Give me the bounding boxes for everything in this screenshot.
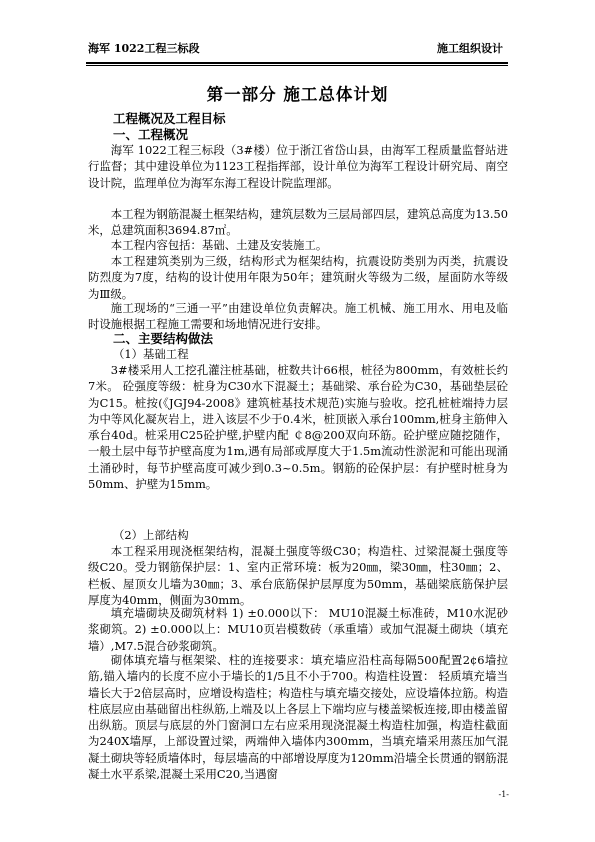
paragraph-site-conditions: 施工现场的“三通一平”由建设单位负责解决。施工机械、施工用水、用电及临时设施根据工程施工需要和场地情况进行安排。 [88,301,508,332]
page-title: 第一部分 施工总体计划 [206,85,389,104]
heading-overview-goals: 工程概况及工程目标 [113,111,226,126]
header-rule-thick [86,62,508,64]
paragraph-infill-connection: 砌体填充墙与框架梁、柱的连接要求：填充墙应沿柱高每隔500配置2¢6墙拉筋,锚入墙内的长度不应小于墙长的1/5且不小于700。构造柱设置： 轻质填充墙当墙长大于2倍层高时，应增设构造柱；构造柱与填充墙交接处，应设墙体拉筋。构造柱底层应由基础留出柱纵筋,上端及以上各层上下端均应与楼盖梁板连接,即由楼盖留出纵筋。顶层与底层的外门窗洞口左右应采用现浇混凝土构造柱加强，构造柱截面为240X墙厚，上部设置过梁，两端伸入墙体内300mm，当填充墙采用蒸压加气混凝土砌块等轻质墙体时，每层墙高的中部增设厚度为120mm沿墙全长贯通的钢筋混凝土水平系梁,混凝土采用C20,当遇窗 [88,653,508,782]
paragraph-infill-materials: 填充墙砌块及砌筑材料 1) ±0.000以下： MU10混凝土标准砖，M10水泥砂浆砌筑。2) ±0.000以上：MU10页岩模数砖（承重墙）或加气混凝土砌块（填充墙）,M7.5混合砂浆砌筑。 [88,606,508,653]
paragraph-structure-area: 本工程为钢筋混凝土框架结构，建筑层数为三层局部四层，建筑总高度为13.50米，总建筑面积3694.87㎡。 [88,207,508,238]
heading-project-overview: 一、工程概况 [113,127,189,142]
header-rule-thin [86,65,508,66]
header-project-name: 海军 1022工程三标段 [88,42,200,55]
header-document-type: 施工组织设计 [437,42,503,55]
page-number: -1- [498,790,509,799]
subheading-foundation: （1）基础工程 [113,347,189,361]
paragraph-foundation-piles: 3#楼采用人工挖孔灌注桩基础，桩数共计66根，桩径为800mm，有效桩长约7米。 砼强度等级：桩身为C30水下混凝土；基础梁、承台砼为C30，基础垫层砼为C15。桩按(《JGJ94-2008》建筑桩基技术规范)实施与验收。挖孔桩桩端持力层为中等风化凝灰岩上，进入该层不少于0.4米，桩顶嵌入承台100mm,桩身主筋伸入承台40d。桩采用C25砼护壁,护壁内配 ￠8@200双向环筋。砼护壁应随挖随作，一般土层中每节护壁高度为1m,遇有局部或厚度大于1.5m流动性淤泥和可能出现涌土涌砂时，每节护壁高度可减少到0.3~0.5m。钢筋的砼保护层：有护壁时桩身为50mm、护壁为15mm。 [88,363,508,492]
paragraph-frame-concrete: 本工程采用现浇框架结构，混凝土强度等级C30；构造柱、过梁混凝土强度等级C20。受力钢筋保护层：1、室内正常环境：板为20㎜，梁30㎜，柱30㎜；2、栏板、屋顶女儿墙为30㎜；3、承台底筋保护层厚度为50mm，基础梁底筋保护层厚度为40mm，侧面为30mm。 [88,544,508,607]
paragraph-scope: 本工程内容包括：基础、土建及安装施工。 [110,238,328,252]
paragraph-building-class: 本工程建筑类别为三级，结构形式为框架结构，抗震设防类别为丙类，抗震设防烈度为7度，结构的设计使用年限为50年；建筑耐火等级为二级，屋面防水等级为Ⅲ级。 [88,254,508,301]
paragraph-project-location: 海军 1022工程三标段（3#楼）位于浙江省岱山县，由海军工程质量监督站进行监督；其中建设单位为1123工程指挥部，设计单位为海军工程设计研究局、南空设计院，监理单位为海军东海工程设计院监理部。 [88,143,508,190]
subheading-superstructure: （2）上部结构 [113,528,189,542]
heading-main-structure: 二、主要结构做法 [113,331,214,346]
